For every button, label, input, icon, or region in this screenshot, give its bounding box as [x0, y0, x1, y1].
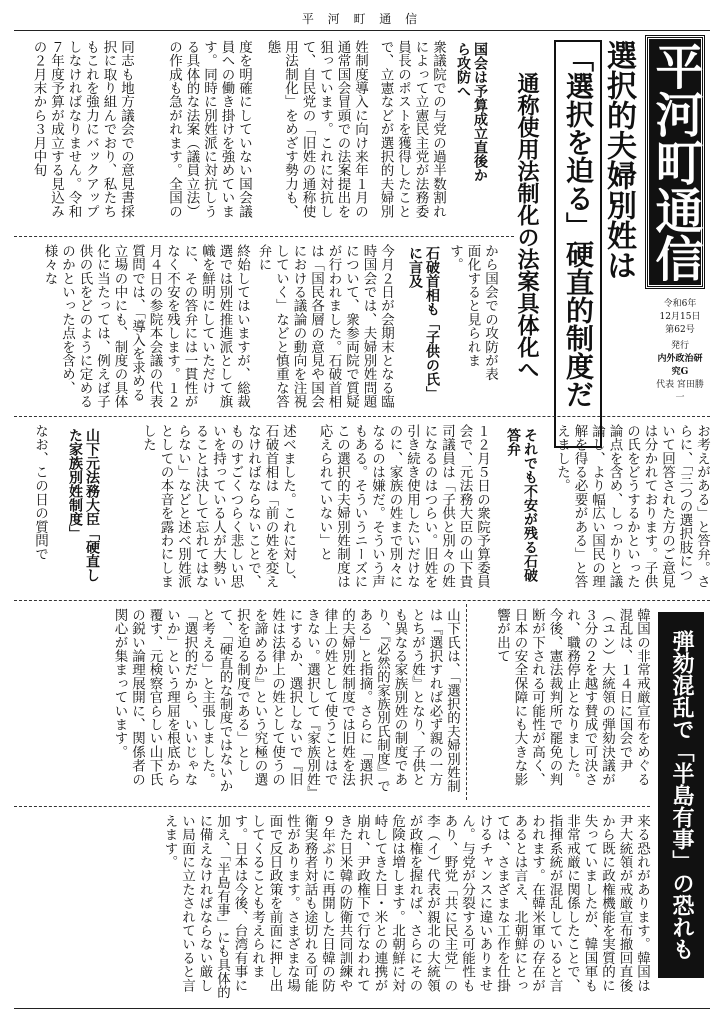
- running-header: 平 河 町 通 信: [301, 12, 423, 26]
- yamashita-intro-col-2: １２月５日の衆院予算委員会で、元法務大臣の山下貴司議員は「子供と別々の姓になるのはつらい。旧姓を引き続き使用したいだけなのに、家族の姓まで別々になるのは嫌だ。そういう声もある。そういうニーズにこの選択的夫婦別姓制度は応えられていない」と: [316, 424, 490, 589]
- divider-lower: [14, 600, 710, 601]
- yamashita-intro-col-3: 述べました。これに対し、石破首相は「前の姓を変えなければならないことで、ものすごくつらく悲しい思いを持っている人が大勢いることは決して忘れてはならない」などと述べ別姓派としての本音を露わにしました: [140, 424, 296, 589]
- divider-mid: [14, 416, 710, 417]
- korea-col-4: 日本は今後、台湾有事に加え、「半島有事」にも具体的に備えなければならない厳しい局面に立たされていると言えます。: [161, 814, 248, 1000]
- yamashita-intro-subhead: それでも不安が残る石破答弁: [505, 428, 538, 582]
- yamashita-col-2: 山下氏は、「選択的夫婦別姓制は『選択すれば必ず親の一方とちがう姓』となり、子供とも異なる家族別姓の制度であり、『必然的家族別氏制度』である」と指摘。: [356, 608, 460, 794]
- publisher-rep: 代表 宮田勝一: [656, 380, 704, 403]
- headline-3: 通称使用法制化の法案具体化へ: [514, 72, 539, 380]
- masthead-title: 平河町通信: [647, 42, 703, 282]
- headline-1: 選択的夫婦別姓は: [601, 40, 636, 280]
- top-subhead: 国会は予算成立直後から攻防へ: [455, 42, 488, 182]
- issue-era: 令和6年: [663, 299, 697, 309]
- ishiba-col-2: 終始してはいますが、総裁選では別姓推進派として旗幟を鮮明にしていただけに、その答弁には一貫性がなく不安を残します。１２月４日の参院本会議の代表質問では、「導入を求める立場の中にも、制度の具体化に当たっては、例えば子供の氏をどのように定めるのかといった点を含め、様々な: [41, 244, 250, 409]
- korea-col-2-4: [14, 814, 650, 1000]
- publisher-name: 内外政治研究G: [657, 354, 703, 377]
- headline-2: 「選択を迫る」硬直的制度だ: [554, 40, 602, 448]
- korea-col-1: 韓国の非常戒厳宣布をめぐる混乱は、１４日に国会で尹（ユン）大統領の弾劾決議が３分の２を越す賛成で可決され、職務停止となりました。今後、憲法裁判所で罷免の判断が下される可能性が高く、日本の安全保障にも大きな影響が出て: [494, 608, 650, 787]
- ishiba-subhead: 石破首相も「子供の氏」に言及: [407, 246, 440, 393]
- header-rule: [14, 30, 710, 31]
- yamashita-intro-col-1: お考えがある」と答弁。さらに、「三つの選択肢について回答された方のご意見は分かれております。子供の氏をどうするかといった論点を含め、しっかりと議論し、より幅広い国民の理解を得る必要がある」と答えました。: [554, 424, 710, 589]
- issue-date: 12月15日: [659, 312, 701, 322]
- publisher-label: 発行: [670, 341, 689, 351]
- top-col-2: 姓制度導入に向け来年１月の通常国会冒頭での法案提出を狙っています。これに対抗して、自民党の「旧姓の通称使用法制化」をめざす勢力も、態: [264, 40, 368, 219]
- ishiba-col-1: 今月２日が会期末となる臨時国会では、夫婦別姓問題について、衆参両院で質疑が行われました。石破首相は「国民各層の意見や国会における議論の動向を注視していく」などと慎重な答弁に: [255, 244, 394, 409]
- korea-headline: 弾劾混乱で「半島有事」の恐れも: [658, 612, 704, 978]
- korea-col-3: 与党が分裂する可能性もあり、野党「共に民主党」の李（イ）代表が親北の大統領が政権を握れば、さらにその危険は増します。北朝鮮に対峙してきた日・米との連携が崩れ、尹政権下で行なわれてきた日米韓の防衛共同訓練や９年ぶりに再開した日韓の防衛実務者対話も途切れる可能性があります。さまざまな場面で反日政策を前面に押し出してくることも考えられます。: [231, 814, 475, 993]
- korea-col-2: 来る恐れがあります。韓国は尹大統領が戒厳宣布撤回直後から既に政権機能を実質的に失っていましたが、韓国軍も非常戒厳に関係したことで、指揮系統が混乱していると言われます。在韓米軍の存在があるとは言え、北朝鮮にとっては、さまざまな工作を仕掛けるチャンスに違いありません。: [459, 814, 650, 993]
- top-col-4: 同志も地方議会での意見書採択に取り組んでおり、私たちもこれを強力にバックアップしなければなりません。令和７年度予算が成立する見込みの２月末から３月中旬: [30, 40, 134, 219]
- footer-rule: [14, 1008, 710, 1009]
- top-col-3: 度を明確にしていない国会議員への働き掛けを強めています。同時に別姓派に対抗しうる具体的な法案（議員立法）の作成も急がれます。全国の: [166, 40, 252, 219]
- yamashita-col-3: さらに「選択的夫婦別姓制度では旧姓を法律上の姓として使うことはできない。選択して『家族別姓』にするか、選択しないで『旧姓は法律上の姓として使うのを諦めるか』という究極の選択を迫る制度である」として、「硬直的な制度ではないかと考える」と主張しました。「選択的だから、いいじゃないか」という理屈を根底から覆す、元検察官らしい山下氏の鋭い論理展開に、関係者の関心が集まっています。: [111, 608, 373, 794]
- yamashita-subhead: 山下元法務大臣「硬直した家族別姓制度」: [67, 428, 100, 582]
- issue-number: 第62号: [665, 325, 695, 335]
- yamashita-col-2-3: [14, 608, 460, 796]
- top-col-1: 衆議院での与党の過半数割れによって立憲民主党が法務委員長のポストを獲得したことで、立憲などが選択的夫婦別: [377, 40, 446, 219]
- masthead: [646, 36, 704, 288]
- top-col-5: から国会での攻防が表面化すると見られます。: [447, 244, 498, 381]
- divider-top: [14, 236, 514, 237]
- yamashita-col-1: なお、この日の質問で: [32, 424, 48, 561]
- divider-vertical: [466, 604, 467, 800]
- issue-info: [655, 298, 705, 405]
- divider-bottom: [14, 806, 650, 807]
